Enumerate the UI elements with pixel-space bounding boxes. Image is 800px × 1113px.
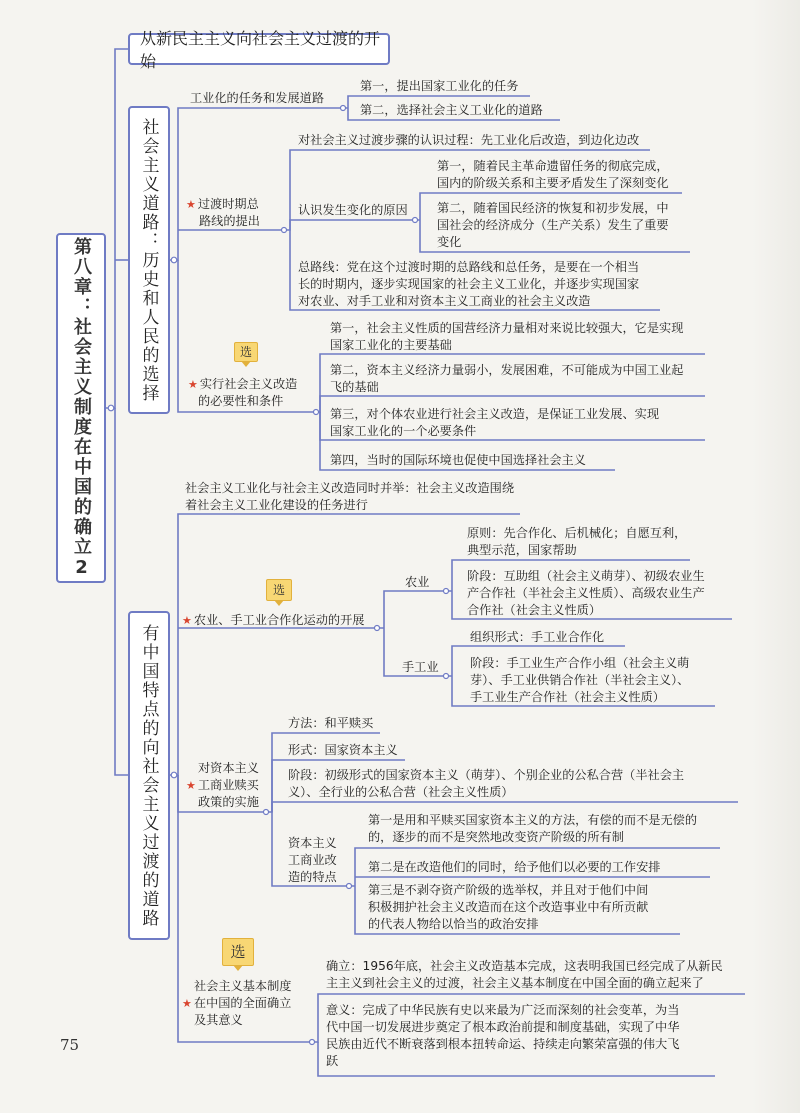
reason-2: 第二，随着国民经济的恢复和初步发展，中 国社会的经济成分（生产关系）发生了重要 变化 bbox=[437, 201, 669, 249]
reason-1: 第一，随着民主革命遗留任务的彻底完成， 国内的阶级关系和主要矛盾发生了深刻变化 bbox=[437, 159, 669, 190]
industrial-task-label: 工业化的任务和发展道路 bbox=[190, 91, 325, 105]
handicraft-stage: 阶段：手工业生产合作小组（社会主义萌 芽）、手工业供销合作社（半社会主义）、 手工业生产合作社（社会主义性质） bbox=[470, 656, 690, 704]
necessity-item-4: 第四，当时的国际环境也促使中国选择社会主义 bbox=[330, 453, 586, 467]
agri-stage: 阶段：互助组（社会主义萌芽）、初级农业生 产合作社（半社会主义性质）、高级农业生产 合作社（社会主义性质） bbox=[467, 569, 705, 617]
chapter-root-box bbox=[56, 233, 106, 583]
necessity-item-1: 第一，社会主义性质的国营经济力量相对来说比较强大，它是实现 国家工业化的主要基础 bbox=[330, 321, 684, 352]
capital-method: 方法：和平赎买 bbox=[288, 716, 374, 730]
select-tag: 选 bbox=[266, 579, 292, 601]
chapter-title: 第八章：社会主义制度在中国的确立2 bbox=[71, 236, 92, 580]
basic-establish: 确立：1956年底，社会主义改造基本完成，这表明我国已经完成了从新民 主主义到社会主义的过渡，社会主义基本制度在中国全面的确立起来了 bbox=[326, 959, 723, 990]
capital-features-label: 资本主义 工商业改 造的特点 bbox=[288, 836, 337, 884]
necessity-label: ★ 实行社会主义改造 的必要性和条件 bbox=[188, 377, 298, 408]
branch-socialist-road-title: 社会主义道路：历史和人民的选择 bbox=[138, 117, 159, 403]
branch-chinese-path bbox=[128, 611, 170, 940]
agri-label: 农业 bbox=[405, 575, 430, 589]
basic-meaning: 意义：完成了中华民族有史以来最为广泛而深刻的社会变革，为当 代中国一切发展进步奠定了根本政治前提和制度基础，实现了中华 民族由近代不断衰落到根本扭转命运、持续走向繁荣富强的伟大飞 跃 bbox=[326, 1003, 680, 1068]
industrial-item-1: 第一，提出国家工业化的任务 bbox=[360, 79, 519, 93]
star-icon: ★ bbox=[182, 997, 192, 1010]
capital-feature-3: 第三是不剥夺资产阶级的选举权，并且对于他们中间 积极拥护社会主义改造而在这个改造事业中有所贡献 的代表人物给以恰当的政治安排 bbox=[368, 883, 649, 931]
general-line-text: 总路线：党在这个过渡时期的总路线和总任务，是要在一个相当 长的时期内，逐步实现国家的社会主义工业化，并逐步实现国家 对农业、对手工业和对资本主义工商业的社会主义改造 bbox=[298, 260, 640, 308]
star-icon: ★ bbox=[182, 614, 192, 627]
select-tag: 选 bbox=[234, 342, 258, 362]
star-icon: ★ bbox=[186, 198, 196, 211]
capital-feature-2: 第二是在改造他们的同时，给予他们以必要的工作安排 bbox=[368, 860, 661, 874]
capital-feature-1: 第一是用和平赎买国家资本主义的方法，有偿的而不是无偿的 的，逐步的而不是突然地改变资产阶级的所有制 bbox=[368, 813, 698, 844]
handicraft-form: 组织形式：手工业合作化 bbox=[470, 630, 605, 644]
simultaneous-text: 社会主义工业化与社会主义改造同时并举：社会主义改造围绕 着社会主义工业化建设的任务进行 bbox=[185, 481, 515, 512]
basic-system-label: 社会主义基本制度 ★ 在中国的全面确立 及其意义 bbox=[182, 979, 292, 1027]
necessity-item-3: 第三，对个体农业进行社会主义改造，是保证工业发展、实现 国家工业化的一个必要条件 bbox=[330, 407, 660, 438]
capital-label: 对资本主义 ★ 工商业赎买 政策的实施 bbox=[186, 761, 259, 809]
branch-chinese-path-title: 有中国特点的向社会主义过渡的道路 bbox=[138, 623, 159, 928]
agri-principle: 原则：先合作化、后机械化；自愿互利， 典型示范，国家帮助 bbox=[467, 526, 687, 557]
general-line-label: ★ 过渡时期总 路线的提出 bbox=[186, 197, 260, 228]
cognition-text: 对社会主义过渡步骤的认识过程：先工业化后改造，到边化边改 bbox=[298, 133, 640, 147]
capital-stage: 阶段：初级形式的国家资本主义（萌芽）、个别企业的公私合营（半社会主 义）、全行业的公私合营（社会主义性质） bbox=[288, 768, 685, 799]
reason-label: 认识发生变化的原因 bbox=[298, 203, 408, 217]
necessity-item-2: 第二，资本主义经济力量弱小，发展困难，不可能成为中国工业起 飞的基础 bbox=[330, 363, 684, 394]
page-number: 75 bbox=[60, 1036, 80, 1054]
branch-transition-start: 从新民主主义向社会主义过渡的开始 bbox=[128, 33, 390, 65]
select-tag: 选 bbox=[222, 938, 254, 966]
star-icon: ★ bbox=[188, 378, 198, 391]
star-icon: ★ bbox=[186, 779, 196, 792]
industrial-item-2: 第二，选择社会主义工业化的道路 bbox=[360, 103, 543, 117]
branch-socialist-road bbox=[128, 106, 170, 414]
handicraft-label: 手工业 bbox=[402, 660, 439, 674]
coop-label: ★ 农业、手工业合作化运动的开展 bbox=[182, 613, 365, 627]
capital-form: 形式：国家资本主义 bbox=[288, 743, 398, 757]
